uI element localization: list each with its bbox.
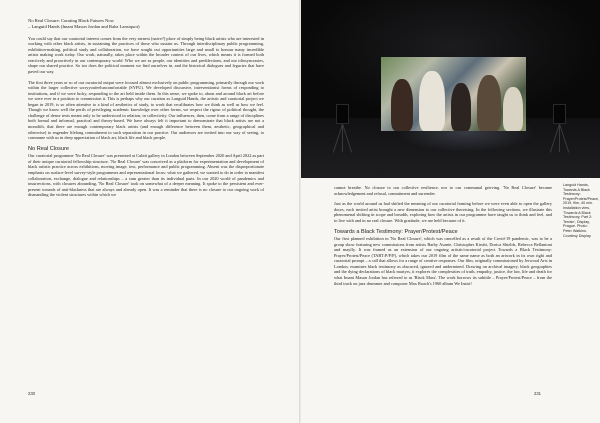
projected-figure xyxy=(477,75,501,131)
page-number: 231 xyxy=(534,391,541,396)
body-paragraph: cannot breathe. No closure to our collective resilience, nor to our communal grieving. 'No Real Closure' became acknowledgement and refusal, commitment and surrender. xyxy=(334,185,552,196)
section-heading: No Real Closure xyxy=(28,145,70,152)
essay-title-line: No Real Closure: Curating Black Futures Now xyxy=(28,18,114,23)
speaker-stand-leg xyxy=(559,124,560,152)
installation-photo xyxy=(301,0,600,178)
right-page xyxy=(301,0,600,423)
body-paragraph: Our first planned exhibition in 'No Real Closure', which was cancelled as a result of the Covid-19 pandemic, was to be a group show featuring new commissions from artists Barby Asante, Christopher Kirubi, Dorica Shields, Rebecca Bellantoni and mayfly. It was framed as an extension of our ongoing artistic/curatorial project Towards a Black Testimony: Prayer/Protest/Peace (TABT:P/P/P), which takes our 2019 film of the same name as both an artwork in its own right and curatorial prompt – a call that allows for a range of creative responses. Our film, originally commissioned by Jerwood Arts in London, examines black testimony as obscured, ignored and undermined. Drawing on archival imagery, black geographies and the dying declarations of black martyrs, it explores the complexities of truth, empathy, justice, the law, life and death for what Imani Mason Jordan has referred to as 'Black Mass'. The work borrows its subtitle – Prayer/Protest/Peace – from the third track on jazz drummer and composer Max Roach's 1960 album We Insist! xyxy=(334,236,552,286)
body-paragraph: You could say that our curatorial interest comes from the very earnest (naive?) place of simply being black artists who are interested in working with other black artists, in sustaining the practices of those who sustain us. Through interdisciplinary public programming, exhibition-making, political study and collaboration, we have sought out opportunities large and small to honour many incredible artists making work today. Our work, naturally, takes place within the broader context of our lives, which means it is formed both reactively and proactively in our contemporary world. Who we are as people, our identities and predilections, and our idiosyncrasies, shape our shared practice. So too does the political moment we find ourselves in, and the historical dialogues and legacies that have paved our way. xyxy=(28,35,264,74)
projected-figure xyxy=(391,79,413,131)
left-page xyxy=(0,0,299,423)
projected-figure xyxy=(503,87,523,131)
left-text-column xyxy=(28,18,264,203)
right-text-column xyxy=(334,185,552,291)
body-paragraph: Just as the world around us had shifted the meaning of our curatorial framing before we were even able to open the gallery doors, each invited artist brought a new dimension to our collective theorising. In the following sections, we illustrate this phenomenal shifting in scope and breadth, exploring how the artists in our programme have taught us to think and feel, and to live with and in no real closure. With gratitude, we are held because of it. xyxy=(334,201,552,223)
body-paragraph: The first three years or so of our curatorial output were focused almost exclusively on public programming, primarily through our work within the larger collective sorryyoufeeluncomfortable (SYFU). We developed discursive, interventionist forms of responding to institutions, and if we were lucky, responding to the art held inside them. In this sense, we spoke to, about and around black art before we were ever in a position to commission it. This is perhaps why our curation as Languid Hands, the artistic and curatorial project we began in 2019, is so often attentive to a kind of aesthetics of study, to work that recalibrates how we think as well as how we feel. Though we know well the perils of privileging academic knowledge over other forms, we respect the rigour of political thought, the challenge of dense texts meant only to be understood in relation, in collectivity. Our influences, then, come from a range of disciplines both formal and informal, practical and theory-based. We have always felt it important to demonstrate that black artists are not a monolith, that there are enough contemporary black artists (and enough difference between them, aesthetic, geographical and otherwise) to engender lifelong commitment to such separatism in our practice. Our audiences are invited into our way of seeing, to commune with us in deep appreciation of black art, black life and black people. xyxy=(28,79,264,141)
essay-authors-line: – Languid Hands (Imani Mason Jordan and Rabz Lansiquot) xyxy=(28,23,140,29)
right-speaker xyxy=(553,104,566,124)
speaker-stand-leg xyxy=(342,124,343,152)
projected-figure xyxy=(419,71,445,131)
left-speaker xyxy=(336,104,349,124)
essay-title xyxy=(28,18,264,30)
section-heading: Towards a Black Testimony: Prayer/Protest/Peace xyxy=(334,228,458,235)
body-paragraph: Our curatorial programme 'No Real Closure' was presented at Cubitt gallery in London between September 2020 and April 2022 as part of their unique curatorial fellowship structure. 'No Real Closure' was conceived as a platform for experimentation and development of black artistic practice across exhibitions, moving image, text, performance and public programming. Absent was the disproportionate emphasis on surface-level survey-style programmes and representational focus: what we gathered, we wanted to do in order to manifest collaboration, exchange, dialogue and relationships – a sum greater than its individual parts. In our 2020 world of pandemics and insurrections, with closures abounding, 'No Real Closure' took on somewhat of a deeper meaning. It spoke to the persistent and ever-present wounds of anti-blackness that are always and already open. It was a reminder that there is no closure to our ongoing work of dismantling the violent structures within which we xyxy=(28,153,264,198)
film-projection xyxy=(381,57,526,131)
projected-figure xyxy=(451,83,471,131)
photo-caption: Languid Hands, Towards A Black Testimony: Prayer/Protest/Peace, 2019, film, 40 min. Installation view, 'Towards A Black Testimony, Part 2: Terrain', Display, Prague. Photo: Peter Watkins. Courtesy Display xyxy=(563,183,600,238)
page-number: 230 xyxy=(28,391,35,396)
